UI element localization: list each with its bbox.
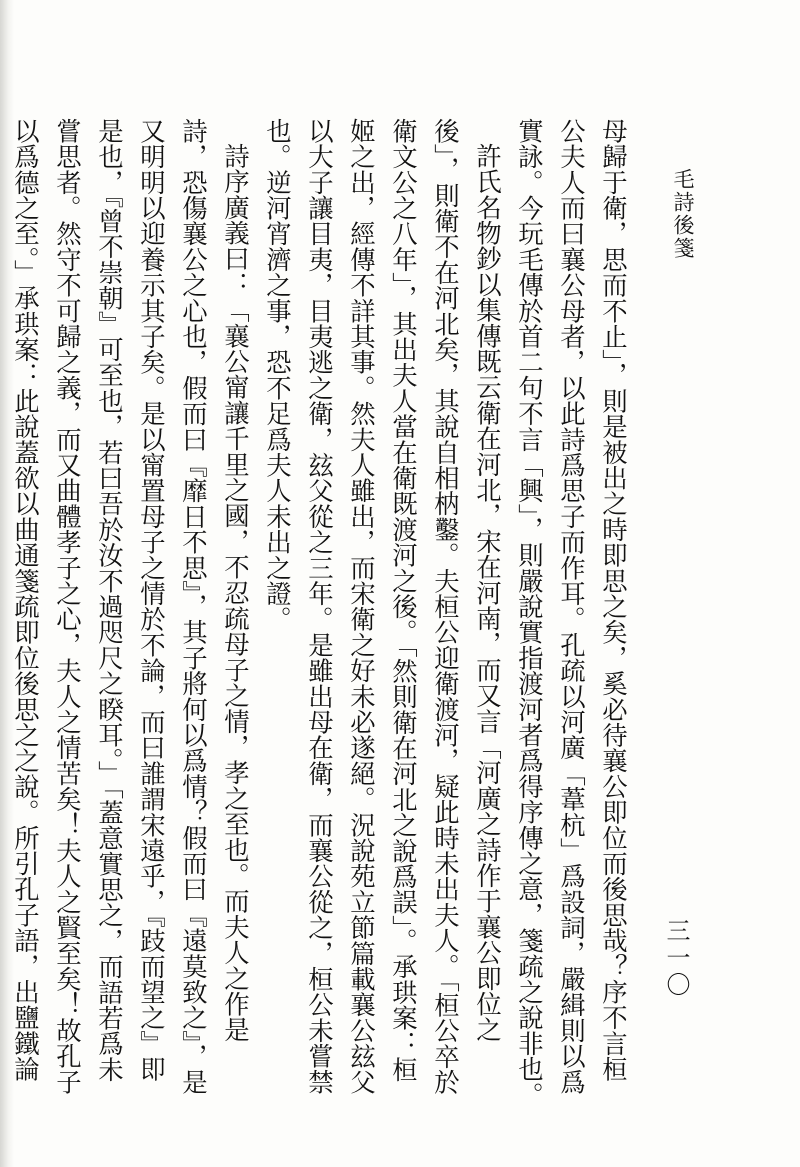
vertical-body-text bbox=[5, 118, 635, 1108]
text-column: 是也，『曾不崇朝』可至也，若曰吾於汝不過咫尺之睽耳。」「蓋意實思之，而語若爲未 bbox=[95, 118, 125, 1083]
text-column: 後」，則衛不在河北矣，其說自相枘鑿。夫桓公迎衛渡河，疑此時未出夫人。「桓公卒於 bbox=[431, 118, 461, 1095]
page-number: 三一〇 bbox=[662, 918, 690, 999]
text-column: 詩序廣義曰：「襄公甯讓千里之國，不忍疏母子之情，孝之至也。而夫人之作是 bbox=[221, 143, 251, 1043]
text-column: 許氏名物鈔以集傳既云衛在河北，宋在河南，而又言「河廣之詩作于襄公即位之 bbox=[473, 143, 503, 1043]
text-column: 也。逆河宵濟之事，恐不足爲夫人未出之證。 bbox=[263, 118, 293, 632]
text-column: 姬之出，經傳不詳其事。然夫人雖出，而宋衛之好未必遂絕。況說苑立節篇載襄公玆父 bbox=[347, 118, 377, 1095]
text-column: 以大子讓目夷，目夷逃之衛，玆父從之三年。是雖出母在衛，而襄公從之，桓公未嘗禁 bbox=[305, 118, 335, 1095]
text-column: 公夫人而曰襄公母者，以此詩爲思子而作耳。孔疏以河廣「葦杭」爲設詞，嚴緝則以爲 bbox=[557, 118, 587, 1095]
text-column: 詩，恐傷襄公之心也，假而曰『靡日不思』，其子將何以爲情？假而曰『遠莫致之』，是 bbox=[179, 118, 209, 1095]
text-column: 又明明以迎養示其子矣。是以甯置母子之情於不論，而曰誰謂宋遠乎，『跂而望之』即 bbox=[137, 118, 167, 1082]
text-column: 衛文公之八年」，其出夫人當在衛既渡河之後。「然則衛在河北之說爲誤」。承珙案：桓 bbox=[389, 118, 419, 1083]
running-header-title: 毛詩後箋 bbox=[671, 168, 695, 260]
text-column: 母歸于衛，思而不止」，則是被出之時即思之矣，奚必待襄公即位而後思哉？序不言桓 bbox=[599, 118, 629, 1082]
text-column: 實詠。今玩毛傳於首二句不言「興」，則嚴說實指渡河者爲得序傳之意，箋疏之說非也。 bbox=[515, 118, 545, 1108]
text-column: 嘗思者。然守不可歸之義，而又曲體孝子之心，夫人之情苦矣！夫人之賢至矣！故孔子 bbox=[53, 118, 83, 1095]
text-column: 以爲德之至。」承珙案：此說蓋欲以曲通箋疏即位後思之之說。所引孔子語，出鹽鐵論 bbox=[11, 118, 41, 1082]
